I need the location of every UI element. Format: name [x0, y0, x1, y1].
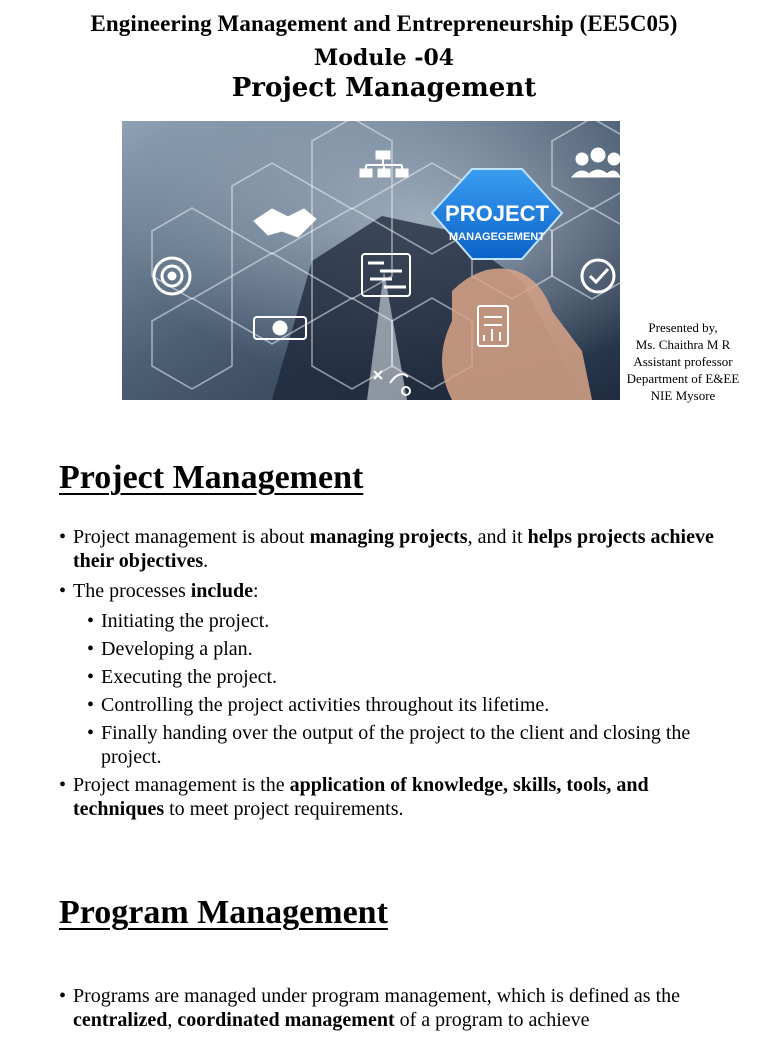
badge-line1: PROJECT: [445, 201, 549, 226]
module-label: Module -04: [313, 45, 455, 71]
sub-list-item: • Controlling the project activities throughout its lifetime.: [87, 693, 719, 717]
sub-list-item: • Developing a plan.: [87, 637, 719, 661]
hero-image: [122, 121, 620, 400]
list-item: • The processes include:: [59, 579, 719, 603]
presenter-line: Presented by,: [648, 320, 718, 335]
presenter-block: [616, 319, 750, 404]
presenter-institute: NIE Mysore: [650, 388, 716, 403]
badge-line2: MANAGEGEMENT: [449, 231, 545, 243]
course-title: Engineering Management and Entrepreneurship (EE5C05): [90, 11, 678, 36]
presenter-name: Ms. Chaithra M R: [635, 337, 731, 352]
list-item: • Project management is the application of knowledge, skills, tools, and techniques to meet project requirements.: [59, 773, 719, 821]
program-management-bullets: [59, 984, 719, 1038]
list-item: • Project management is about managing projects, and it helps projects achieve their objectives.: [59, 525, 719, 573]
topic-title: Project Management: [231, 73, 537, 103]
sub-list-item: • Finally handing over the output of the project to the client and closing the project.: [87, 721, 719, 769]
sub-list-item: • Executing the project.: [87, 665, 719, 689]
section-heading-project-management: Project Management: [59, 459, 364, 496]
presenter-role: Assistant professor: [633, 354, 733, 369]
section-heading-program-management: Program Management: [59, 894, 388, 931]
list-item: • Programs are managed under program management, which is defined as the centralized, coordinated management of a program to achieve: [59, 984, 719, 1032]
project-management-bullets: [59, 525, 719, 827]
sub-list-item: • Initiating the project.: [87, 609, 719, 633]
presenter-department: Department of E&EE: [626, 371, 740, 386]
